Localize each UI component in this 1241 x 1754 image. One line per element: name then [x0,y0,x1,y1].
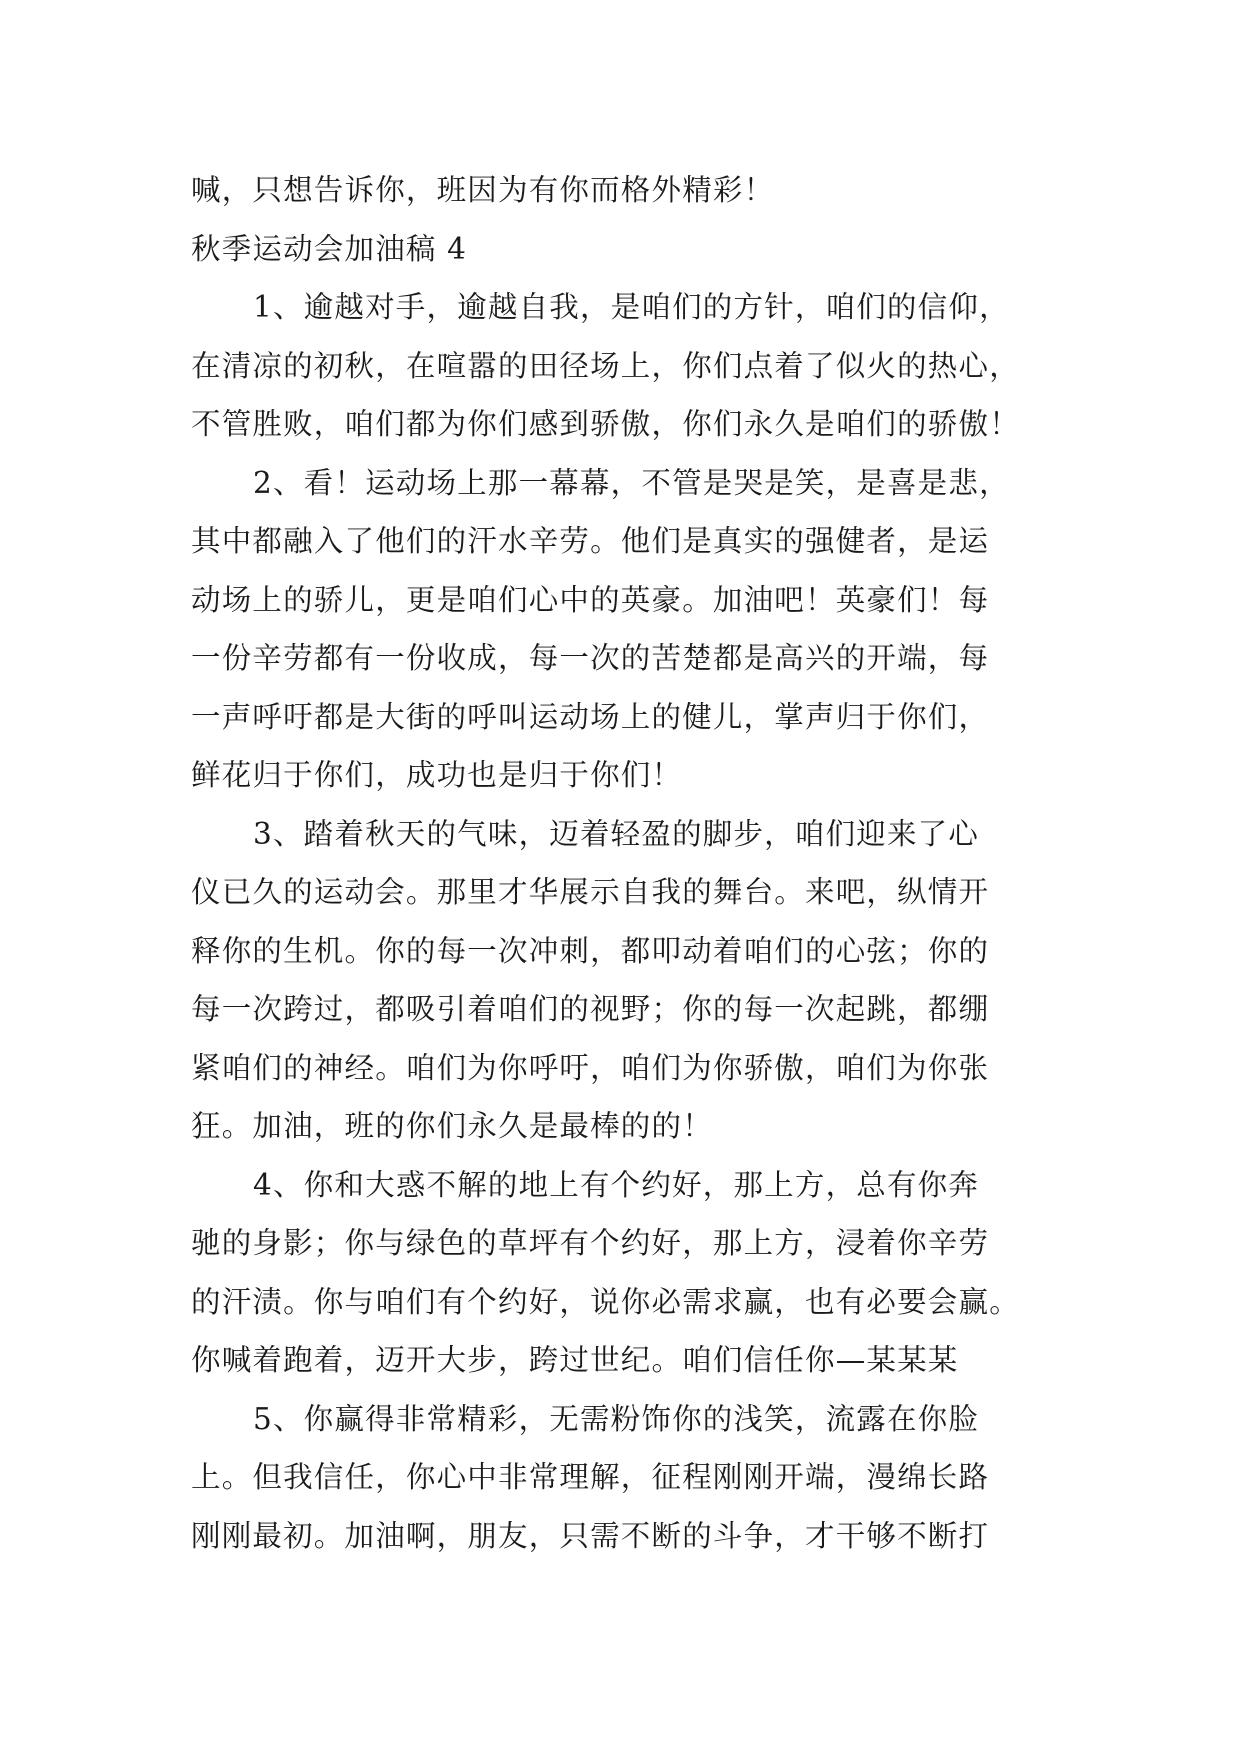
paragraph-1-line: 在清凉的初秋，在喧嚣的田径场上，你们点着了似火的热心， [191,348,1020,383]
paragraph-1-line: 不管胜败，咱们都为你们感到骄傲，你们永久是咱们的骄傲！ [191,407,1020,441]
paragraph-3-line: 狂。加油，班的你们永久是最棒的的！ [191,1109,713,1143]
paragraph-2-line: 其中都融入了他们的汗水辛劳。他们是真实的强健者，是运 [191,524,990,558]
paragraph-5-line: 上。但我信任，你心中非常理解，征程刚刚开端，漫绵长路 [191,1460,990,1494]
paragraph-3-line: 3、踏着秋天的气味，迈着轻盈的脚步，咱们迎来了心 [253,816,980,851]
paragraph-4-line: 驰的身影；你与绿色的草坪有个约好，那上方，浸着你辛劳 [191,1226,990,1260]
paragraph-3-line: 紧咱们的神经。咱们为你呼吁，咱们为你骄傲，咱们为你张 [191,1050,990,1085]
paragraph-1-line: 1、逾越对手，逾越自我，是咱们的方针，咱们的信仰， [253,290,1010,324]
paragraph-3-line: 仪已久的运动会。那里才华展示自我的舞台。来吧，纵情开 [191,875,990,909]
section-heading: 秋季运动会加油稿 4 [191,231,468,266]
paragraph-4-line: 4、你和大惑不解的地上有个约好，那上方，总有你奔 [253,1167,980,1202]
paragraph-2-line: 2、看！运动场上那一幕幕，不管是哭是笑，是喜是悲， [253,465,1010,500]
paragraph-2-line: 鲜花归于你们，成功也是归于你们！ [191,758,683,792]
paragraph-2-line: 一份辛劳都有一份收成，每一次的苦楚都是高兴的开端，每 [191,641,990,675]
paragraph-5-line: 5、你赢得非常精彩，无需粉饰你的浅笑，流露在你脸 [253,1401,980,1436]
paragraph-5-line: 刚刚最初。加油啊，朋友，只需不断的斗争，才干够不断打 [191,1518,990,1553]
paragraph-4-line: 的汗渍。你与咱们有个约好，说你必需求赢，也有必要会赢。 [191,1284,1020,1319]
paragraph-3-line: 释你的生机。你的每一次冲刺，都叩动着咱们的心弦；你的 [191,933,990,968]
paragraph-2-line: 一声呼吁都是大街的呼叫运动场上的健儿，掌声归于你们， [191,699,990,734]
paragraph-2-line: 动场上的骄儿，更是咱们心中的英豪。加油吧！英豪们！每 [191,582,990,617]
paragraph-3-line: 每一次跨过，都吸引着咱们的视野；你的每一次起跳，都绷 [191,992,990,1026]
paragraph-4-line: 你喊着跑着，迈开大步，跨过世纪。咱们信任你—某某某 [191,1343,959,1377]
text-line: 喊，只想告诉你，班因为有你而格外精彩！ [191,173,775,207]
document-body [191,161,1071,1565]
